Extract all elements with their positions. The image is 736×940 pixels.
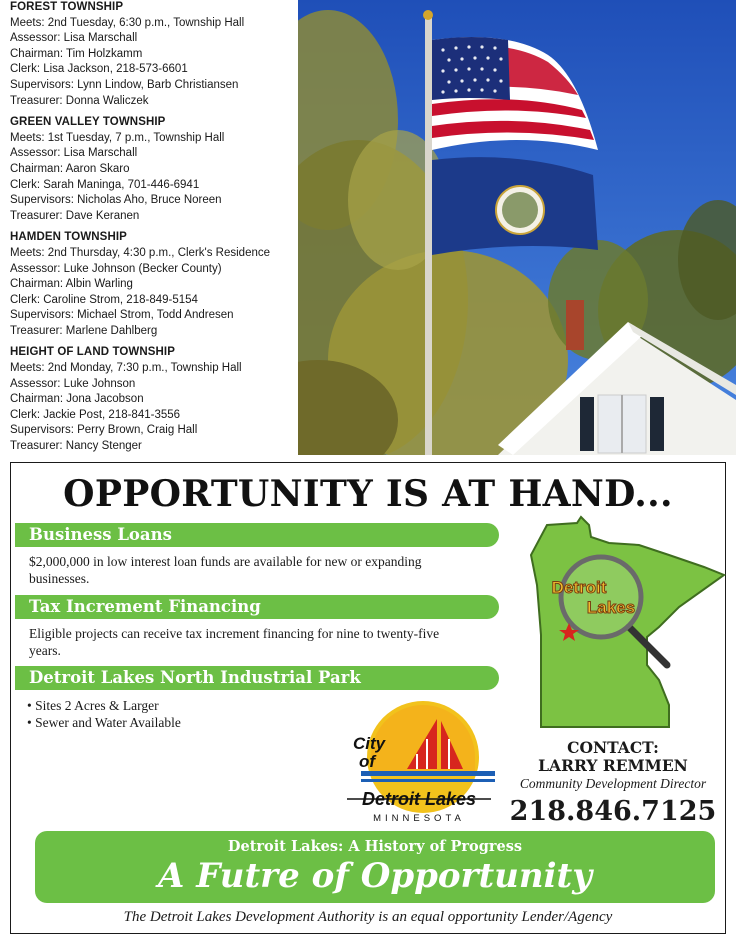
supervisors-info: Supervisors: Michael Strom, Todd Andresen bbox=[10, 309, 234, 322]
clerk-info: Clerk: Sarah Maninga, 701-446-6941 bbox=[10, 178, 200, 191]
logo-state-text: MINNESOTA bbox=[373, 813, 465, 824]
clerk-info: Clerk: Lisa Jackson, 218-573-6601 bbox=[10, 63, 188, 76]
supervisors-info: Supervisors: Lynn Lindow, Barb Christiansen bbox=[10, 78, 239, 91]
business-loans-heading: Business Loans bbox=[15, 523, 499, 547]
treasurer-info: Treasurer: Nancy Stenger bbox=[10, 440, 142, 453]
supervisors-info: Supervisors: Nicholas Aho, Bruce Noreen bbox=[10, 194, 222, 207]
flagpole-finial bbox=[423, 10, 433, 20]
township-listing bbox=[10, 0, 296, 461]
logo-name-text: Detroit Lakes bbox=[361, 789, 477, 809]
township-green-valley bbox=[10, 115, 296, 224]
bullet-item: • Sites 2 Acres & Larger bbox=[27, 697, 181, 714]
supervisors-info: Supervisors: Perry Brown, Craig Hall bbox=[10, 424, 198, 437]
township-name: HEIGHT OF LAND TOWNSHIP bbox=[10, 346, 176, 359]
city-logo-illustration bbox=[341, 699, 495, 827]
assessor-info: Assessor: Luke Johnson (Becker County) bbox=[10, 262, 222, 275]
meeting-info: Meets: 1st Tuesday, 7 p.m., Township Hall bbox=[10, 131, 225, 144]
contact-phone: 218.846.7125 bbox=[509, 796, 717, 827]
banner-title: A Futre of Opportunity bbox=[158, 856, 592, 896]
tax-increment-text: Eligible projects can receive tax increment financing for nine to twenty-five years. bbox=[29, 626, 440, 658]
ad-headline: OPPORTUNITY IS AT HAND... bbox=[63, 473, 673, 515]
treasurer-info: Treasurer: Donna Waliczek bbox=[10, 94, 149, 107]
map-label-lakes: Lakes bbox=[586, 598, 636, 617]
chairman-info: Chairman: Tim Holzkamm bbox=[10, 47, 143, 60]
contact-name: LARRY REMMEN bbox=[538, 756, 688, 775]
city-logo bbox=[341, 699, 495, 827]
township-height-of-land bbox=[10, 345, 296, 454]
chairman-info: Chairman: Aaron Skaro bbox=[10, 162, 130, 175]
equal-opportunity-note: The Detroit Lakes Development Authority is an equal opportunity Lender/Agency bbox=[123, 909, 613, 925]
meeting-info: Meets: 2nd Thursday, 4:30 p.m., Clerk's Residence bbox=[10, 246, 271, 259]
flag-photo-illustration bbox=[298, 0, 736, 455]
logo-of-text: of bbox=[359, 752, 376, 771]
industrial-park-bullets bbox=[27, 697, 181, 731]
minnesota-map bbox=[519, 515, 727, 735]
flagpole bbox=[425, 18, 432, 455]
bottom-banner bbox=[35, 831, 715, 903]
clerk-info: Clerk: Jackie Post, 218-841-3556 bbox=[10, 408, 181, 421]
meeting-info: Meets: 2nd Monday, 7:30 p.m., Township Hall bbox=[10, 362, 242, 375]
flag-photo bbox=[298, 0, 736, 455]
meeting-info: Meets: 2nd Tuesday, 6:30 p.m., Township Hall bbox=[10, 16, 245, 29]
township-name: HAMDEN TOWNSHIP bbox=[10, 231, 127, 244]
township-forest bbox=[10, 0, 296, 109]
minnesota-flag bbox=[432, 157, 598, 255]
contact-block bbox=[499, 739, 727, 830]
chairman-info: Chairman: Jona Jacobson bbox=[10, 393, 144, 406]
treasurer-info: Treasurer: Dave Keranen bbox=[10, 209, 140, 222]
business-loans-text: $2,000,000 in low interest loan funds are available for new or expanding businesses. bbox=[29, 554, 422, 586]
assessor-info: Assessor: Luke Johnson bbox=[10, 377, 136, 390]
tax-increment-heading: Tax Increment Financing bbox=[15, 595, 499, 619]
map-label-detroit: Detroit bbox=[551, 578, 607, 597]
treasurer-info: Treasurer: Marlene Dahlberg bbox=[10, 324, 158, 337]
ad-box bbox=[10, 462, 726, 934]
industrial-park-heading: Detroit Lakes North Industrial Park bbox=[15, 666, 499, 690]
banner-subtitle: Detroit Lakes: A History of Progress bbox=[227, 838, 523, 855]
chairman-info: Chairman: Albin Warling bbox=[10, 278, 133, 291]
assessor-info: Assessor: Lisa Marschall bbox=[10, 32, 138, 45]
township-hamden bbox=[10, 230, 296, 339]
contact-label: CONTACT: bbox=[567, 738, 659, 757]
contact-title: Community Development Director bbox=[519, 776, 707, 791]
clerk-info: Clerk: Caroline Strom, 218-849-5154 bbox=[10, 293, 198, 306]
township-name: FOREST TOWNSHIP bbox=[10, 1, 124, 13]
township-name: GREEN VALLEY TOWNSHIP bbox=[10, 116, 166, 129]
logo-city-text: City bbox=[353, 734, 386, 753]
assessor-info: Assessor: Lisa Marschall bbox=[10, 147, 138, 160]
bullet-item: • Sewer and Water Available bbox=[27, 714, 181, 731]
minnesota-map-illustration bbox=[519, 515, 727, 735]
